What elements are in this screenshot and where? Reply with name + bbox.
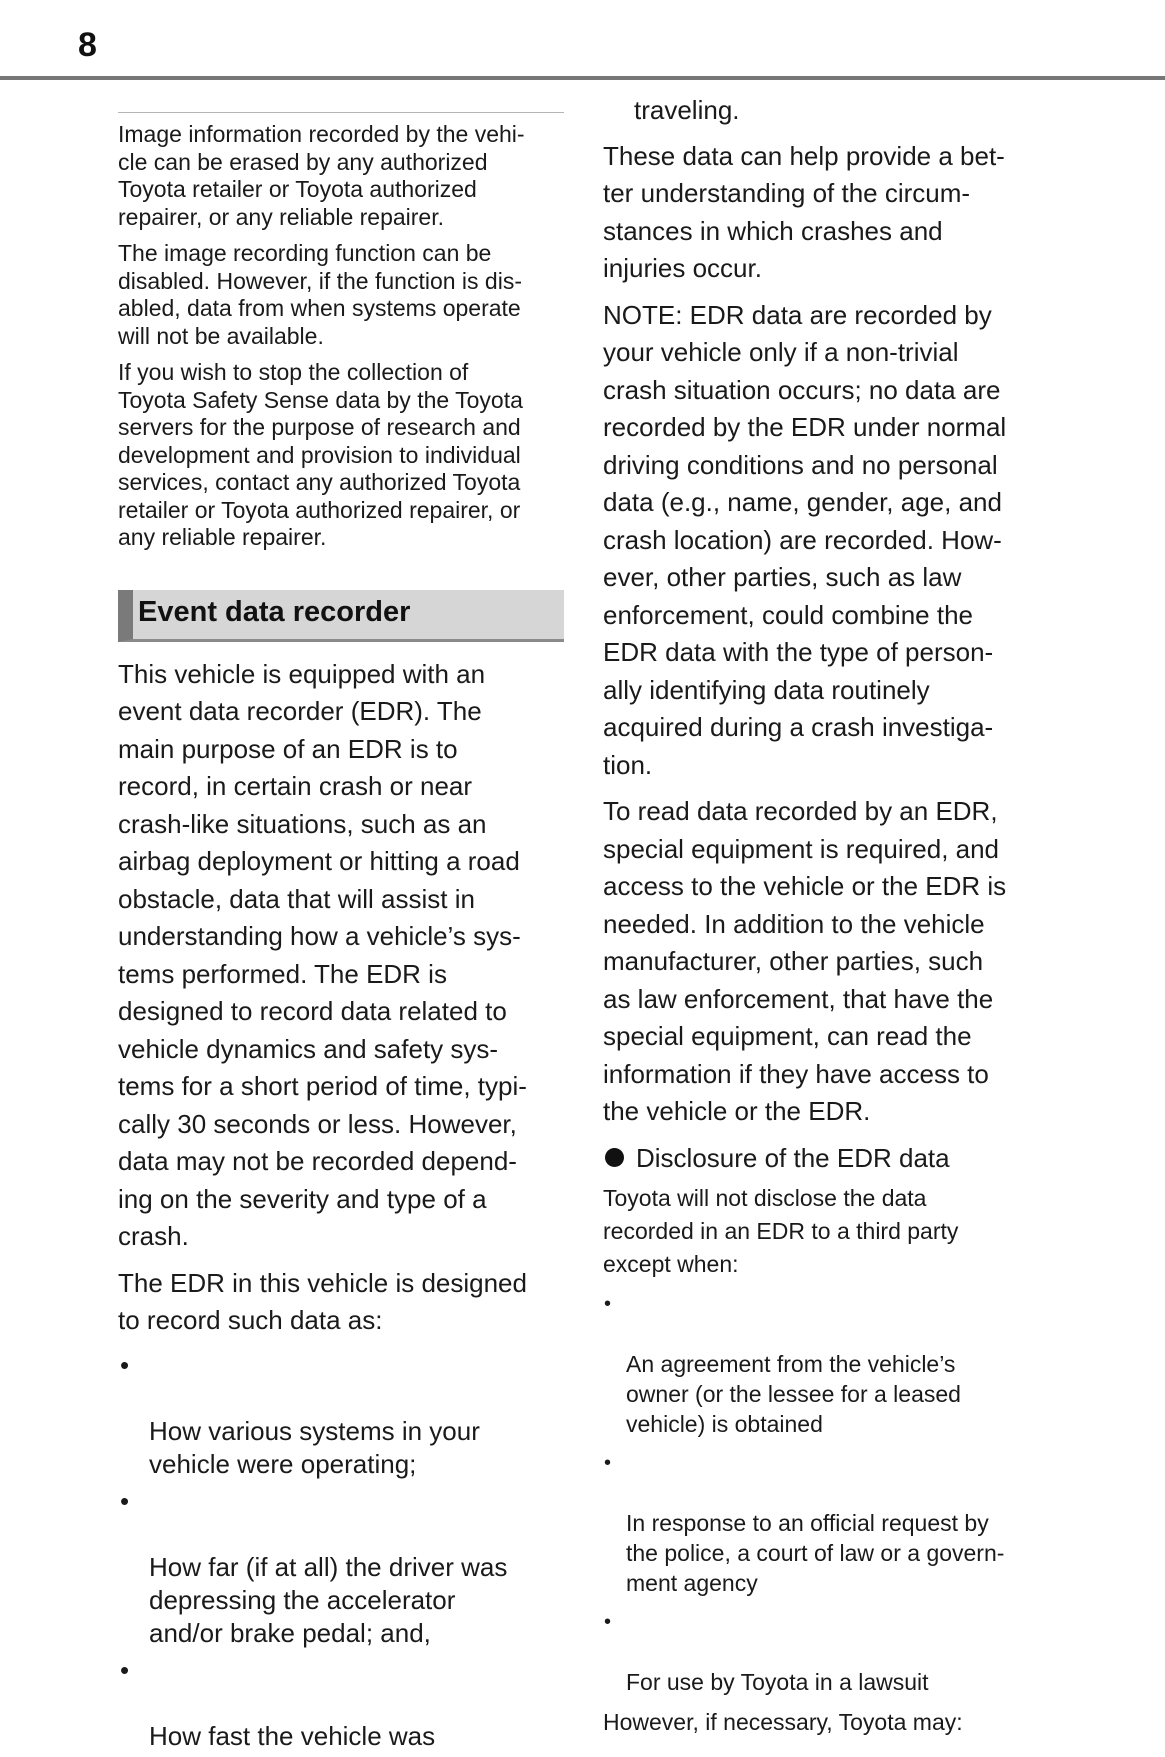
bullet-icon: • [120,1349,130,1380]
edr-intro-paragraph: This vehicle is equipped with an event data recorder (EDR). The main purpose of an EDR is to record, in certain crash or near crash-like situations, such as an airbag deployment or hitting a road obstacle, data that will assist in understanding how a vehicle’s sys- tems performed. The EDR is designed to record data related to vehicle dynamics and safety sys- tems for a short period of time, typi- cally 30 seconds or less. However, data may not be recorded depend- ing on the severity and type of a crash. [118,658,527,1251]
note-paragraph-stop-collection: If you wish to stop the collection of Toyota Safety Sense data by the Toyota servers for the purpose of research and development and provision to individual services, contact any authorized Toyota retailer or Toyota authorized repairer, or any reliable repairer. [118,359,523,550]
list-item [603,1607,1053,1697]
list-item-text: How various systems in your vehicle were operating; [149,1415,480,1479]
disclosure-list [603,1289,1053,1697]
filled-circle-icon [605,1148,624,1167]
continued-text: traveling. [634,95,740,125]
list-item-text: An agreement from the vehicle’s owner (or the lessee for a leased vehicle) is obtained [626,1350,961,1437]
list-item [603,1448,1053,1598]
right-column [603,92,1053,1747]
reading-data-paragraph: To read data recorded by an EDR, special equipment is required, and access to the vehicle or the EDR is needed. In addition to the vehicle manufacturer, other parties, such as law enforcement, that have the special equipment, can read the information if they have access to the vehicle or the EDR. [603,796,1007,1126]
page-number: 8 [78,26,97,64]
section-title: Event data recorder [118,590,564,642]
edr-data-types-paragraph: The EDR in this vehicle is designed to record such data as: [118,1267,527,1335]
closing-text: However, if necessary, Toyota may: [603,1708,963,1735]
bullet-icon: • [604,1610,612,1633]
disclosure-intro: Toyota will not disclose the data recorded in an EDR to a third party except when: [603,1184,959,1277]
disclosure-subheading [603,1140,1053,1176]
note-box [118,112,564,552]
understanding-paragraph: These data can help provide a bet- ter understanding of the circum- stances in which crashes and injuries occur. [603,140,1005,283]
list-item-text: How far (if at all) the driver was depressing the accelerator and/or brake pedal; and, [149,1551,508,1648]
bullet-icon: • [604,1451,612,1474]
list-item-text: How fast the vehicle was [149,1720,436,1751]
list-item-text: In response to an official request by the police, a court of law or a govern- ment agency [626,1509,1005,1596]
list-item [118,1349,564,1481]
subheading-text: Disclosure of the EDR data [636,1142,950,1173]
bullet-icon: • [120,1654,130,1685]
list-item [118,1654,564,1753]
list-item [118,1485,564,1650]
bullet-icon: • [604,1292,612,1315]
note-paragraph: NOTE: EDR data are recorded by your vehicle only if a non-trivial crash situation occurs; no data are recorded by the EDR under normal driving conditions and no personal data (e.g., name, gender, age, and crash location) are recorded. How- ever, other parties, such as law enforcement, could combine the EDR data with the type of person- ally identifying data routinely acquired during a crash investiga- tion. [603,299,1007,780]
note-paragraph-erase: Image information recorded by the vehi- cle can be erased by any authorized Toyota retailer or Toyota authorized repairer, or any reliable repairer. [118,121,525,230]
bullet-icon: • [120,1485,130,1516]
left-column [118,112,564,1757]
note-paragraph-disable: The image recording function can be disabled. However, if the function is dis- abled, data from when systems operate will not be available. [118,240,522,349]
list-item-text: For use by Toyota in a lawsuit [626,1668,929,1695]
header-rule [0,76,1165,80]
list-item [603,1289,1053,1439]
edr-data-list [118,1349,564,1753]
